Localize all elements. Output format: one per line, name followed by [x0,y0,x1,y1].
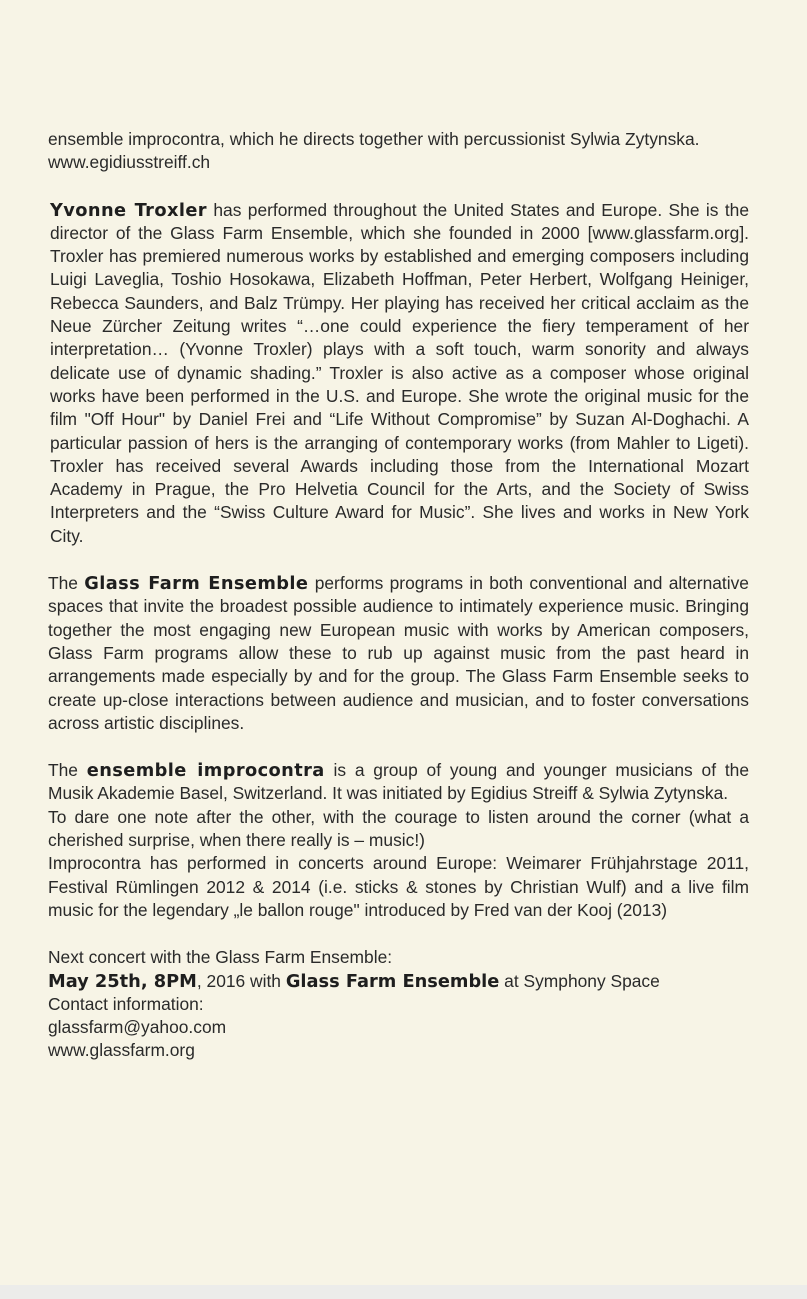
improcontra-description [48,759,749,922]
contact-email: glassfarm@yahoo.com [48,1017,227,1038]
improcontra-prefix: The [48,760,87,781]
glassfarm-description [48,572,749,735]
glassfarm-prefix: The [48,573,85,594]
contact-label: Contact information: [48,993,204,1014]
troxler-text: has performed throughout the United States and Europe. She is the director of the Glass Farm Ensemble, which she founded in 2000 [www.glassfarm.org]. Troxler has premiered numerous works by established and emerging composers including Luigi Laveglia, Toshio Hosokawa, Elizabeth Hoffman, Peter Herbert, Wolfgang Heiniger, Rebecca Saunders, and Balz Trümpy. Her playing has received her critical acclaim as the Neue Zürcher Zeitung writes “…one could experience the fiery temperament of her interpretation… (Yvonne Troxler) plays with a soft touch, warm sonority and always delicate use of dynamic shading.” Troxler is also active as a composer whose original works have been performed in the U.S. and Europe. She wrote the original music for the film "Off Hour" by Daniel Frei and “Life Without Compromise” by Suzan Al-Doghachi. A particular passion of hers is the arranging of contemporary works (from Mahler to Ligeti). Troxler has received several Awards including those from the International Mozart Academy in Prague, the Pro Helvetia Council for the Arts, and the Society of Swiss Interpreters and the “Swiss Culture Award for Music”. She lives and works in New York City. [50,199,749,546]
concert-date: May 25th, 8PM [48,970,197,992]
intro-website: www.egidiusstreiff.ch [48,152,211,173]
improcontra-text: is a group of young and younger musicians of the Musik Akademie Basel, Switzerland. It was initiated by Egidius Streiff & Sylwia Zytynska. [48,760,749,804]
next-concert-label: Next concert with the Glass Farm Ensemble: [48,947,393,968]
improcontra-history: Improcontra has performed in concerts around Europe: Weimarer Frühjahrstage 2011, Festival Rümlingen 2012 & 2014 (i.e. sticks & stones by Christian Wulf) and a live film music for the legendary „le ballon rouge" introduced by Fred van der Kooj (2013) [48,853,749,920]
intro-line: ensemble improcontra, which he directs together with percussionist Sylwia Zytynska. [48,129,700,149]
intro-section [48,128,749,175]
contact-section [48,946,749,1062]
troxler-name: Yvonne Troxler [50,199,207,221]
glassfarm-name: Glass Farm Ensemble [84,573,309,595]
concert-venue: at Symphony Space [499,970,660,991]
glassfarm-text: performs programs in both conventional and alternative spaces that invite the broadest possible audience to intimately experience music. Bringing together the most engaging new European music with works by American composers, Glass Farm programs allow these to rub up against music from the past heard in arrangements made especially by and for the group. The Glass Farm Ensemble seeks to create up-close interactions between audience and musician, and to foster conversations across artistic disciplines. [48,573,749,733]
concert-mid: , 2016 with [196,970,286,991]
troxler-bio [50,199,749,548]
improcontra-name: ensemble improcontra [86,760,325,782]
page-bottom-edge [0,1285,807,1299]
concert-ensemble: Glass Farm Ensemble [285,970,500,992]
contact-website: www.glassfarm.org [48,1040,195,1061]
improcontra-motto: To dare one note after the other, with the courage to listen around the corner (what a cherished surprise, when there really is – music!) [48,806,749,851]
next-concert-line [48,970,749,993]
